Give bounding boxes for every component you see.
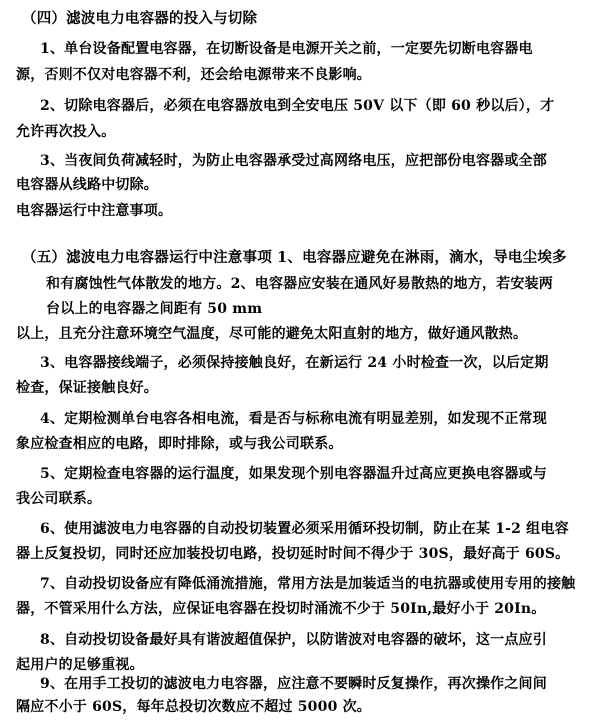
section-5-item-7-line-2: 器，不管采用什么方法，应保证电容器在投切时涌流不少于 50In,最好小于 20In。 (16, 601, 546, 617)
section-5-item-8-line-1: 8、自动投切设备最好具有谐波超值保护，以防谐波对电容器的破坏，这一点应引 (40, 632, 547, 648)
section-5-item-2-tail: 以上，且充分注意环境空气温度，尽可能的避免太阳直射的地方，做好通风散热。 (16, 326, 528, 342)
section-4-item-1-line-1: 1、单台设备配置电容器，在切断设备是电源开关之前，一定要先切断电容器电 (40, 41, 533, 57)
section-5-item-5-line-1: 5、定期检查电容器的运行温度，如果发现个别电容器温升过高应更换电容器或与 (40, 466, 547, 482)
section-5-heading: （五）滤波电力电容器运行中注意事项 1、电容器应避免在淋雨，滴水，导电尘埃多 (22, 249, 567, 266)
section-5-item-4-line-1: 4、定期检测单台电容各相电流，看是否与标称电流有明显差别，如发现不正常现 (40, 411, 547, 427)
section-5-heading-line-3: 台以上的电容器之间距有 50 mm (46, 301, 263, 317)
section-5-item-6-line-2: 器上反复投切，同时还应加装投切电路，投切延时时间不得少于 30S，最好高于 60S。 (16, 546, 570, 562)
section-4-item-2-line-2: 允许再次投入。 (16, 124, 116, 140)
section-4-tail: 电容器运行中注意事项。 (16, 203, 173, 219)
section-5-item-3-line-1: 3、电容器接线端子，必须保持接触良好，在新运行 24 小时检查一次，以后定期 (40, 355, 549, 371)
section-5-item-5-line-2: 我公司联系。 (16, 491, 102, 507)
section-5-item-6-line-1: 6、使用滤波电力电容器的自动投切装置必须采用循环投切制，防止在某 1-2 组电容 (40, 521, 569, 537)
section-5-item-7-line-1: 7、自动投切设备应有降低涌流措施，常用方法是加装适当的电抗器或使用专用的接触 (40, 576, 576, 592)
section-5-item-4-line-2: 象应检查相应的电路，即时排除，或与我公司联系。 (16, 436, 343, 452)
section-4-item-3-line-2: 电容器从线路中切除。 (16, 177, 158, 193)
section-5-item-9-line-2: 隔应不小于 60S，每年总投切次数应不超过 5000 次。 (16, 699, 371, 715)
section-5-item-9-line-1: 9、在用手工投切的滤波电力电容器，应注意不要瞬时反复操作，再次操作之间间 (40, 676, 547, 692)
section-4-item-2-line-1: 2、切除电容器后，必须在电容器放电到全安电压 50V 以下（即 60 秒以后），才 (40, 98, 555, 114)
section-5-item-3-line-2: 检查，保证接触良好。 (16, 380, 158, 396)
section-4-item-1-line-2: 源，否则不仅对电容器不利，还会给电源带来不良影响。 (16, 67, 371, 83)
section-4-item-3-line-1: 3、当夜间负荷减轻时，为防止电容器承受过高网络电压，应把部份电容器或全部 (40, 153, 547, 169)
section-5-item-8-line-2: 起用户的足够重视。 (16, 657, 144, 673)
section-5-heading-line-2: 和有腐蚀性气体散发的地方。2、电容器应安装在通风好易散热的地方，若安装两 (46, 276, 553, 292)
section-4-heading: （四）滤波电力电容器的投入与切除 (22, 10, 258, 27)
